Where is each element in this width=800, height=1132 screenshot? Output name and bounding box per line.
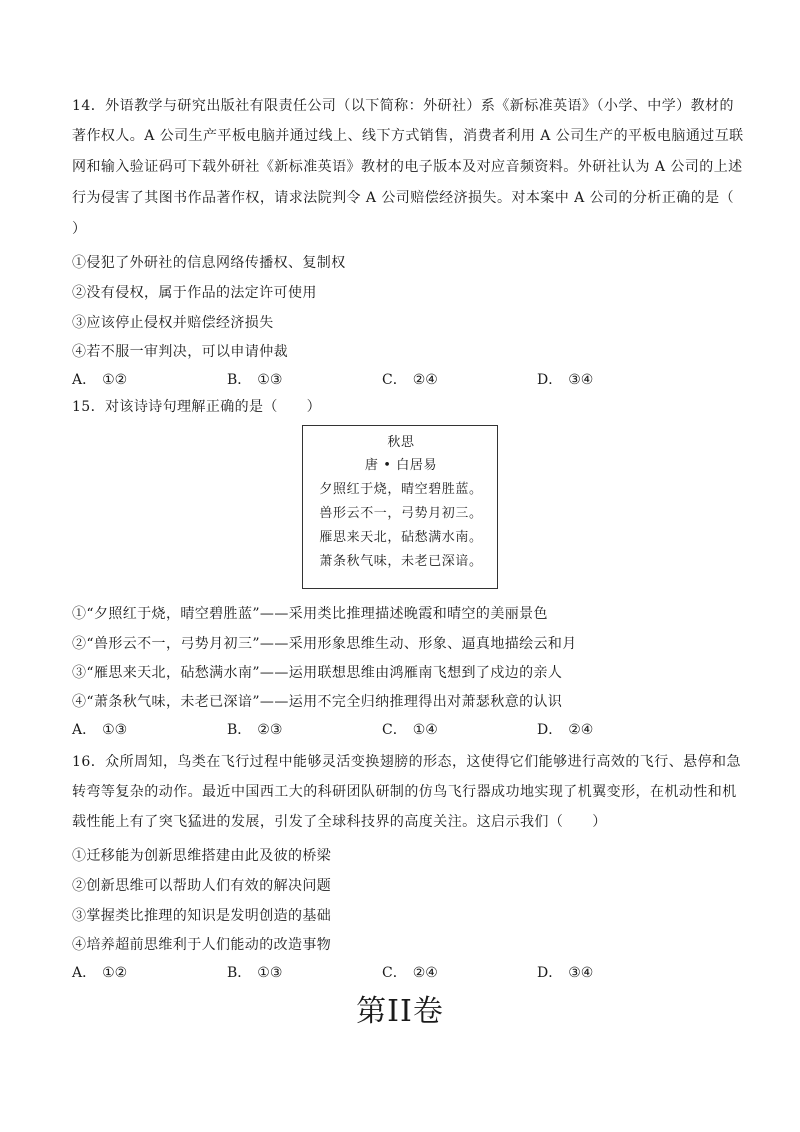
poem-line: 夕照红于烧，晴空碧胜蓝。 [319,482,483,497]
choice-value: ①② [102,965,128,981]
choice-label: B． [227,965,252,981]
choice-label: B． [227,722,252,738]
question-14-stem-line: 网和输入验证码可下载外研社《新标准英语》教材的电子版本及对应音频资料。外研社认为 A 公司的上述 [72,159,743,175]
question-16-choices [72,963,672,983]
choice-b[interactable] [227,370,282,390]
poem-line: 兽形云不一，弓势月初三。 [319,506,483,521]
question-16-stem-line: 转弯等复杂的动作。最近中国西工大的科研团队研制的仿鸟飞行器成功地实现了机翼变形，在机动性和机 [72,784,737,800]
question-16-option: ①迁移能为创新思维搭建由此及彼的桥梁 [72,848,332,864]
choice-value: ①③ [102,722,128,738]
choice-d[interactable] [537,720,593,740]
choice-d[interactable] [537,963,593,983]
choice-value: ①③ [257,372,283,388]
section-title: 第II卷 [356,994,444,1029]
question-16-stem-line: 16．众所周知，鸟类在飞行过程中能够灵活变换翅膀的形态，这使得它们能够进行高效的飞行、悬停和急 [72,754,741,770]
question-15-option: ②“兽形云不一，弓势月初三”——采用形象思维生动、形象、逼真地描绘云和月 [72,636,577,652]
question-14-option: ④若不服一审判决，可以申请仲裁 [72,344,288,360]
poem-author: 唐 • 白居易 [364,458,438,473]
choice-value: ②④ [568,722,594,738]
choice-a[interactable] [72,963,127,983]
choice-c[interactable] [382,963,438,983]
choice-value: ①③ [257,965,283,981]
poem-line: 萧条秋气味，未老已深谙。 [319,554,483,569]
poem-box [302,425,498,589]
choice-label: D． [537,722,563,738]
question-15-option: ③“雁思来天北，砧愁满水南”——运用联想思维由鸿雁南飞想到了戍边的亲人 [72,665,563,681]
question-16-stem-line: 载性能上有了突飞猛进的发展，引发了全球科技界的高度关注。这启示我们（ ） [72,814,607,830]
question-14-stem-line: 14．外语教学与研究出版社有限责任公司（以下简称：外研社）系《新标准英语》（小学、中学）教材的 [72,98,734,114]
question-16-option: ②创新思维可以帮助人们有效的解决问题 [72,878,332,894]
poem-line: 雁思来天北，砧愁满水南。 [319,530,483,545]
choice-label: C． [382,722,407,738]
question-14-stem-line: ） [72,221,87,237]
choice-label: A． [72,965,97,981]
question-14-choices [72,370,672,390]
choice-c[interactable] [382,370,438,390]
question-15-stem: 15．对该诗诗句理解正确的是（ ） [72,399,322,415]
choice-label: C． [382,372,407,388]
choice-d[interactable] [537,370,593,390]
choice-label: C． [382,965,407,981]
choice-c[interactable] [382,720,438,740]
question-14-option: ②没有侵权，属于作品的法定许可使用 [72,285,317,301]
question-14-stem-line: 著作权人。A 公司生产平板电脑并通过线上、线下方式销售，消费者利用 A 公司生产的平板电脑通过互联 [72,128,744,144]
question-14-option: ③应该停止侵权并赔偿经济损失 [72,315,274,331]
choice-value: ①④ [412,722,438,738]
choice-b[interactable] [227,720,282,740]
question-15-option: ④“萧条秋气味，未老已深谙”——运用不完全归纳推理得出对萧瑟秋意的认识 [72,694,563,710]
choice-label: D． [537,965,563,981]
question-16-option: ④培养超前思维利于人们能动的改造事物 [72,937,332,953]
choice-b[interactable] [227,963,282,983]
choice-value: ②③ [257,722,283,738]
question-14-option: ①侵犯了外研社的信息网络传播权、复制权 [72,255,346,271]
choice-label: A． [72,722,97,738]
choice-a[interactable] [72,370,127,390]
poem-title: 秋思 [387,435,415,450]
choice-value: ①② [102,372,128,388]
question-14-stem-line: 行为侵害了其图书作品著作权，请求法院判令 A 公司赔偿经济损失。对本案中 A 公司的分析正确的是（ [72,190,735,206]
choice-value: ③④ [568,372,594,388]
choice-label: B． [227,372,252,388]
choice-label: A． [72,372,97,388]
choice-value: ③④ [568,965,594,981]
choice-value: ②④ [412,372,438,388]
choice-a[interactable] [72,720,127,740]
question-15-option: ①“夕照红于烧，晴空碧胜蓝”——采用类比推理描述晚霞和晴空的美丽景色 [72,606,548,622]
choice-label: D． [537,372,563,388]
question-15-choices [72,720,672,740]
choice-value: ②④ [412,965,438,981]
question-16-option: ③掌握类比推理的知识是发明创造的基础 [72,908,332,924]
